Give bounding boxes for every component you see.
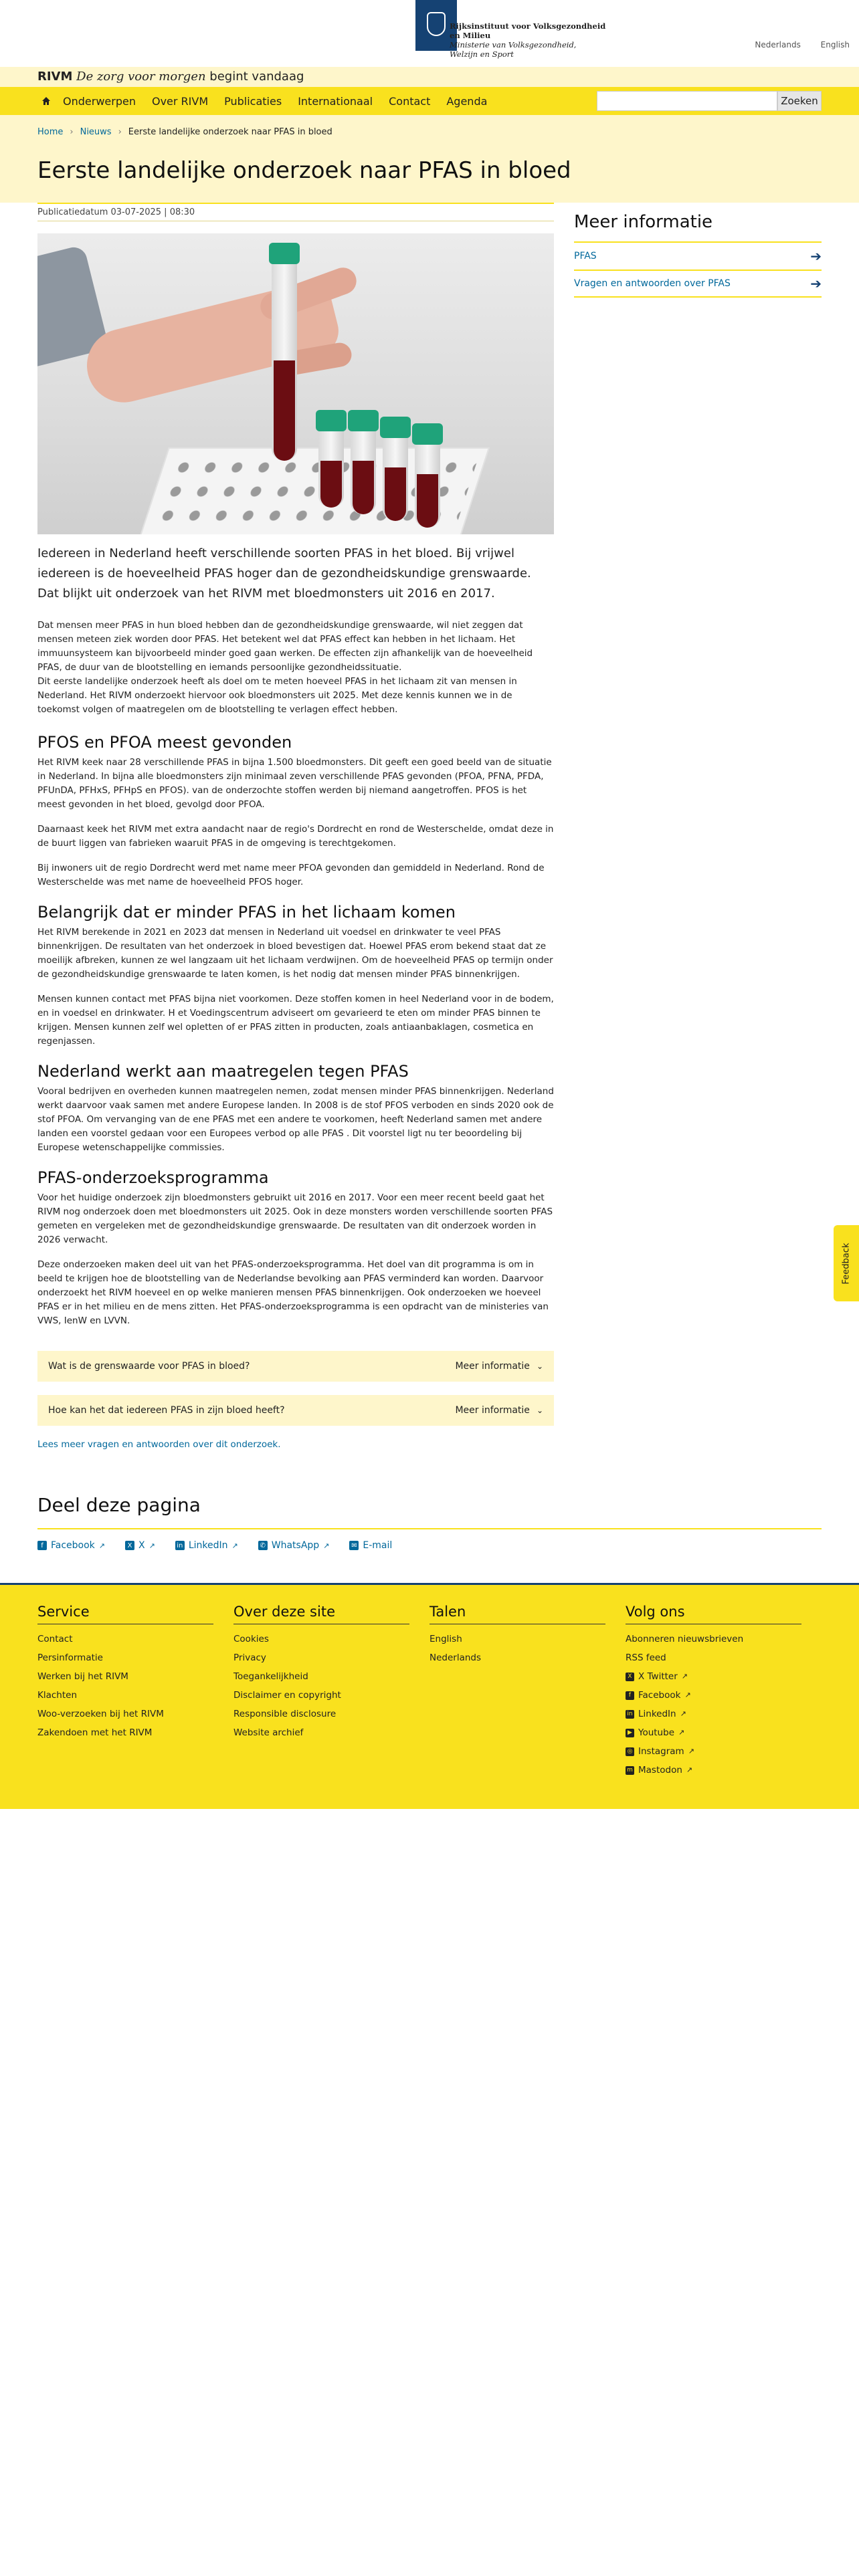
publication-date: Publicatiedatum 03-07-2025 | 08:30 [37, 203, 554, 221]
footer-social-label: X Twitter [638, 1671, 678, 1682]
photo-tube [415, 441, 440, 528]
share-email[interactable] [349, 1540, 392, 1551]
footer-social-link[interactable] [626, 1705, 822, 1723]
share-whatsapp[interactable] [258, 1540, 330, 1551]
nav-over-rivm[interactable]: Over RIVM [151, 94, 209, 108]
external-link-icon: ↗ [681, 1672, 688, 1681]
footer-link[interactable]: Disclaimer en copyright [233, 1690, 341, 1701]
footer-link[interactable]: Cookies [233, 1634, 269, 1644]
logo-line: Ministerie van Volksgezondheid, [450, 40, 577, 49]
footer-social-label: Facebook [638, 1690, 681, 1701]
paragraph: Daarnaast keek het RIVM met extra aandacht naar de regio's Dordrecht en rond de Westerschelde, omdat deze in de buurt liggen van fabrieken waaruit PFAS in de omgeving is terechtgekomen. [37, 824, 554, 849]
footer-social-link[interactable] [626, 1761, 822, 1780]
photo-tube [318, 427, 344, 508]
tagline-end: begint vandaag [209, 70, 304, 84]
crest-icon [427, 12, 446, 36]
footer-social-link[interactable] [626, 1686, 822, 1705]
footer-column-title: Over deze site [233, 1604, 409, 1624]
page-title: Eerste landelijke onderzoek naar PFAS in bloed [37, 157, 571, 184]
footer-link[interactable]: English [430, 1634, 462, 1644]
footer-column-title: Service [37, 1604, 213, 1624]
mail-icon: ✉ [349, 1541, 359, 1550]
share-facebook[interactable] [37, 1540, 105, 1551]
sidebar-link-faq[interactable] [574, 270, 822, 298]
section-heading: Nederland werkt aan maatregelen tegen PFAS [37, 1062, 409, 1081]
facebook-icon: f [37, 1541, 47, 1550]
youtube-icon: ▶ [626, 1729, 634, 1737]
language-switch [737, 40, 850, 49]
external-link-icon: ↗ [688, 1747, 694, 1755]
arrow-right-icon: ➔ [810, 276, 822, 292]
whatsapp-icon: ✆ [258, 1541, 268, 1550]
linkedin-icon: in [175, 1541, 185, 1550]
share-label: X [138, 1540, 145, 1551]
footer-social-link[interactable] [626, 1742, 822, 1761]
footer-column-title: Volg ons [626, 1604, 801, 1624]
nav-onderwerpen[interactable]: Onderwerpen [63, 94, 136, 108]
paragraph: Dit eerste landelijke onderzoek heeft als doel om te meten hoeveel PFAS in het lichaam zit van mensen in Nederland. Het RIVM onderzoekt hiervoor ook bloedmonsters uit 2025. Met deze kennis kunnen we in de toekomst volgen of maatregelen om de blootstelling te verlagen effect hebben. [37, 676, 517, 715]
accordion-toggle-label: Meer informatie [455, 1405, 530, 1416]
sidebar-link-label: PFAS [574, 251, 597, 261]
share-label: Facebook [51, 1540, 95, 1551]
mastodon-icon: m [626, 1766, 634, 1775]
footer-link[interactable]: Toegankelijkheid [233, 1671, 308, 1682]
share-title: Deel deze pagina [37, 1494, 822, 1529]
external-link-icon: ↗ [678, 1728, 685, 1737]
tagline-brand: RIVM [37, 70, 73, 84]
accordion-question: Wat is de grenswaarde voor PFAS in bloed? [48, 1361, 250, 1372]
content-area [0, 203, 859, 1450]
share-label: E-mail [363, 1540, 393, 1551]
arrow-right-icon: ➔ [810, 248, 822, 264]
footer-link[interactable]: Klachten [37, 1690, 78, 1701]
external-link-icon: ↗ [231, 1541, 238, 1550]
photo-tube [383, 434, 408, 521]
accordion-toggle-label: Meer informatie [455, 1361, 530, 1372]
footer-social-label: Youtube [638, 1727, 674, 1738]
sidebar-title: Meer informatie [574, 212, 713, 232]
tagline [0, 67, 859, 87]
external-link-icon: ↗ [684, 1691, 691, 1699]
logo-line: en Milieu [450, 31, 491, 40]
feedback-label: Feedback [841, 1243, 852, 1284]
page-hero [0, 115, 859, 203]
logo-line: Welzijn en Sport [450, 49, 514, 59]
section-body [37, 756, 554, 889]
external-link-icon: ↗ [149, 1541, 155, 1550]
external-link-icon: ↗ [686, 1765, 693, 1774]
nav-internationaal[interactable]: Internationaal [298, 94, 373, 108]
x-icon: X [125, 1541, 134, 1550]
feedback-tab[interactable] [834, 1225, 859, 1301]
section-body [37, 926, 554, 1049]
footer-column-volg-ons [626, 1604, 822, 1780]
photo-tube [272, 260, 297, 461]
external-link-icon: ↗ [680, 1709, 686, 1718]
article [37, 203, 554, 1450]
accordion-item[interactable] [37, 1395, 554, 1426]
intro-text [37, 619, 554, 717]
search-input[interactable] [597, 91, 777, 111]
site-header [0, 0, 859, 67]
accordion-question: Hoe kan het dat iedereen PFAS in zijn bloed heeft? [48, 1405, 285, 1416]
logo-wordmark [450, 21, 610, 59]
breadcrumb-current: Eerste landelijke onderzoek naar PFAS in bloed [128, 127, 332, 137]
footer-column-service [37, 1604, 233, 1780]
footer-link[interactable]: Zakendoen met het RIVM [37, 1727, 153, 1738]
footer-link[interactable]: Contact [37, 1634, 73, 1644]
section-body [37, 1085, 554, 1155]
share-label: LinkedIn [188, 1540, 228, 1551]
footer-social-label: Mastodon [638, 1765, 682, 1776]
external-link-icon: ↗ [323, 1541, 330, 1550]
breadcrumb-nieuws[interactable]: Nieuws [80, 127, 112, 137]
chevron-down-icon: ⌄ [536, 1406, 543, 1415]
paragraph: Bij inwoners uit de regio Dordrecht werd met name meer PFOA gevonden dan gemiddeld in Nederland. Rond de Westerschelde was met name de hoeveelheid PFOS hoger. [37, 863, 545, 887]
footer-link[interactable]: Nederlands [430, 1652, 482, 1663]
nav-agenda[interactable]: Agenda [446, 94, 488, 108]
linkedin-icon: in [626, 1710, 634, 1719]
sidebar-links [574, 241, 822, 298]
footer-social-label: Instagram [638, 1746, 684, 1757]
footer-link[interactable]: Woo-verzoeken bij het RIVM [37, 1709, 164, 1719]
logo-line: Rijksinstituut voor Volksgezondheid [450, 21, 606, 31]
main-nav [0, 87, 859, 115]
sidebar [574, 203, 822, 1450]
footer-social-label: LinkedIn [638, 1709, 676, 1719]
section-body [37, 1191, 554, 1328]
home-icon[interactable] [37, 92, 55, 110]
lang-english[interactable]: English [820, 40, 850, 49]
nav-publicaties[interactable]: Publicaties [224, 94, 282, 108]
sidebar-link-label: Vragen en antwoorden over PFAS [574, 278, 731, 289]
external-link-icon: ↗ [98, 1541, 106, 1550]
instagram-icon: ◎ [626, 1747, 634, 1756]
paragraph: Mensen kunnen contact met PFAS bijna niet voorkomen. Deze stoffen komen in heel Nederland voor in de bodem, en in voedsel en drinkwater. H et Voedingscentrum adviseert om gevarieerd te eten om minder PFAS binnen te krijgen. Mensen kunnen zelf wel opletten of er PFAS zitten in producten, zoals antiaanbaklagen, cosmetica en regenjassen. [37, 994, 554, 1047]
breadcrumb-home[interactable]: Home [37, 127, 64, 137]
footer-link[interactable]: Responsible disclosure [233, 1709, 337, 1719]
more-questions-link[interactable]: Lees meer vragen en antwoorden over dit onderzoek. [37, 1439, 281, 1450]
share-linkedin[interactable] [175, 1540, 238, 1551]
paragraph: Voor het huidige onderzoek zijn bloedmonsters gebruikt uit 2016 en 2017. Voor een meer recent beeld gaat het RIVM nog onderzoek doen met bloedmonsters uit 2025. Ook in deze monsters worden verschillende soorten PFAS gemeten en vergeleken met de gezondheidskundige grenswaarde. De resultaten van dit onderzoek worden in 2026 verwacht. [37, 1192, 553, 1245]
paragraph: Deze onderzoeken maken deel uit van het PFAS-onderzoeksprogramma. Het doel van dit programma is om in beeld te krijgen hoe de blootstelling van de Nederlandse bevolking aan PFAS verminderd kan worden. Daarvoor onderzoekt het RIVM hoeveel en op welke manieren mensen PFAS binnenkrijgen. Ook onderzoeken we hoeveel PFAS er in het milieu en de mens zitten. Het PFAS-onderzoeksprogramma is een opdracht van de ministeries van VWS, IenW en LVVN. [37, 1259, 549, 1326]
article-lead: Iedereen in Nederland heeft verschillende soorten PFAS in het bloed. Bij vrijwel iedereen is de hoeveelheid PFAS hoger dan de gezondheidskundige grenswaarde. Dat blijkt uit onderzoek van het RIVM met bloedmonsters uit 2016 en 2017. [37, 546, 531, 601]
footer-column-talen [430, 1604, 626, 1780]
search-button[interactable]: Zoeken [777, 91, 822, 111]
breadcrumb [37, 127, 822, 137]
chevron-right-icon: › [70, 127, 74, 137]
nav-contact[interactable]: Contact [389, 94, 431, 108]
paragraph: Vooral bedrijven en overheden kunnen maatregelen nemen, zodat mensen minder PFAS binnenkrijgen. Nederland werkt daarvoor vaak samen met andere Europese landen. In 2008 is de stof PFOS verboden en sinds 2020 ook de stof PFOA. Om vervanging van de ene PFAS met een andere te voorkomen, heeft Nederland samen met andere landen een voorstel gedaan voor een Europees verbod op alle PFAS . Dit voorstel ligt nu ter beoordeling bij Europese wetenschappelijke commissies. [37, 1086, 554, 1153]
share-section [0, 1494, 859, 1551]
footer-link[interactable]: Privacy [233, 1652, 266, 1663]
chevron-right-icon: › [118, 127, 122, 137]
share-links [37, 1540, 822, 1551]
footer-social-link[interactable] [626, 1723, 822, 1742]
site-footer [0, 1583, 859, 1809]
footer-link[interactable]: Abonneren nieuwsbrieven [626, 1634, 744, 1644]
footer-link[interactable]: RSS feed [626, 1652, 666, 1663]
footer-link[interactable]: Persinformatie [37, 1652, 103, 1663]
x-icon: X [626, 1673, 634, 1681]
paragraph: Dat mensen meer PFAS in hun bloed hebben dan de gezondheidskundige grenswaarde, wil niet zeggen dat mensen meteen ziek worden door PFAS. Het betekent wel dat PFAS effect kan hebben in het lichaam. Het immuunsysteem kan bijvoorbeeld minder goed gaan werken. De effecten zijn afhankelijk van de hoeveelheid PFAS, de duur van de blootstelling en iemands persoonlijke gezondheidssituatie. [37, 620, 533, 673]
footer-link[interactable]: Website archief [233, 1727, 304, 1738]
sidebar-link-pfas[interactable] [574, 241, 822, 270]
paragraph: Het RIVM keek naar 28 verschillende PFAS in bijna 1.500 bloedmonsters. Dit geeft een goed beeld van de situatie in Nederland. In bijna alle bloedmonsters zijn minimaal zeven verschillende PFAS gevonden (PFOA, PFNA, PFDA, PFUnDA, PFHxS, PFHpS en PFOS). van de onderzochte stoffen werden bij niemand aangetroffen. PFOS is het meest gevonden in het bloed, gevolgd door PFOA. [37, 757, 552, 810]
article-photo [37, 233, 554, 534]
paragraph: Het RIVM berekende in 2021 en 2023 dat mensen in Nederland uit voedsel en drinkwater te veel PFAS binnenkrijgen. De resultaten van het onderzoek in bloed bevestigen dat. Hoewel PFAS erom bekend staat dat ze moeilijk afbreken, kunnen ze wel langzaam uit het lichaam verdwijnen. Om de hoeveelheid PFAS op termijn onder de gezondheidskundige grenswaarde te laten komen, is het nodig dat mensen minder PFAS binnenkrijgen. [37, 927, 553, 980]
footer-social-link[interactable] [626, 1667, 822, 1686]
share-x[interactable] [125, 1540, 155, 1551]
footer-link[interactable]: Werken bij het RIVM [37, 1671, 128, 1682]
share-label: WhatsApp [271, 1540, 320, 1551]
faq-accordion [37, 1351, 554, 1426]
photo-tube [351, 427, 376, 514]
facebook-icon: f [626, 1691, 634, 1700]
section-heading: PFAS-onderzoeksprogramma [37, 1168, 269, 1187]
tagline-emphasis: De zorg voor morgen [76, 70, 206, 84]
footer-column-over-site [233, 1604, 430, 1780]
search-form [597, 91, 822, 111]
footer-column-title: Talen [430, 1604, 605, 1624]
section-heading: Belangrijk dat er minder PFAS in het lichaam komen [37, 903, 456, 922]
chevron-down-icon: ⌄ [536, 1362, 543, 1371]
lang-nederlands[interactable]: Nederlands [755, 40, 801, 49]
section-heading: PFOS en PFOA meest gevonden [37, 733, 292, 752]
accordion-item[interactable] [37, 1351, 554, 1382]
